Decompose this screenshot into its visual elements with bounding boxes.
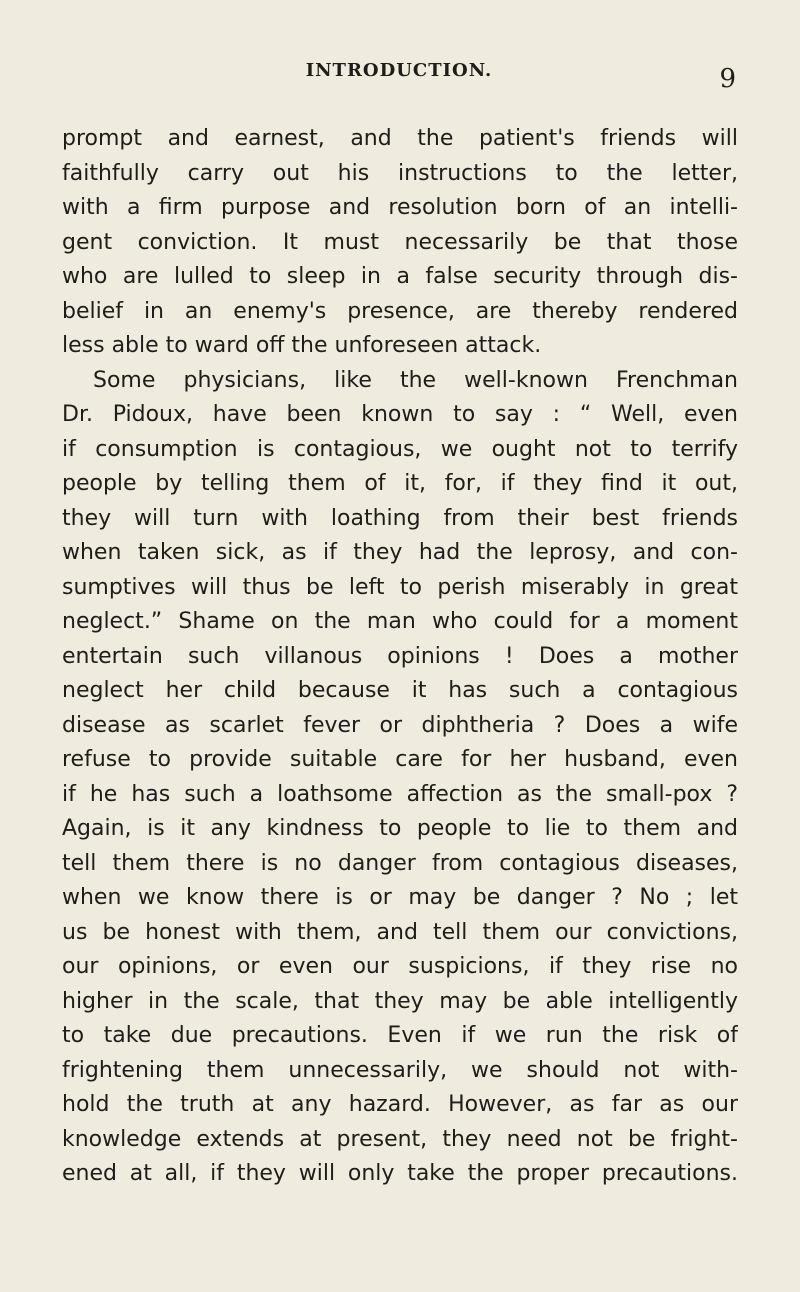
text-line: when taken sick, as if they had the leprosy, and con- [62, 540, 738, 565]
text-line: Dr. Pidoux, have been known to say : “ Well, even [62, 402, 738, 427]
text-line: entertain such villanous opinions ! Does a mother [62, 643, 738, 669]
page-number: 9 [719, 64, 736, 94]
text-line: disease as scarlet fever or diphtheria ? Does a wife [62, 712, 738, 738]
text-line: our opinions, or even our suspicions, if they rise no [62, 954, 738, 979]
text-line: us be honest with them, and tell them our convictions, [62, 919, 738, 945]
page-header [62, 60, 736, 100]
text-line: to take due precautions. Even if we run the risk of [62, 1023, 738, 1048]
text-line: neglect.” Shame on the man who could for a moment [62, 609, 738, 634]
text-line: less able to ward off the unforeseen attack. [62, 333, 542, 358]
text-line: sumptives will thus be left to perish miserably in great [62, 574, 738, 600]
text-line: ened at all, if they will only take the proper precautions. [62, 1161, 738, 1186]
text-line: with a firm purpose and resolution born of an intelli- [62, 195, 738, 220]
text-line: faithfully carry out his instructions to the letter, [62, 160, 738, 186]
text-line: Again, is it any kindness to people to lie to them and [62, 816, 738, 841]
text-line: prompt and earnest, and the patient's friends will [62, 126, 738, 151]
text-line: refuse to provide suitable care for her husband, even [62, 747, 738, 772]
text-line: knowledge extends at present, they need not be fright- [62, 1126, 738, 1152]
text-line: when we know there is or may be danger ? No ; let [62, 885, 738, 910]
text-line: higher in the scale, that they may be able intelligently [62, 988, 738, 1014]
text-line: if consumption is contagious, we ought not to terrify [62, 436, 738, 462]
text-line: neglect her child because it has such a contagious [62, 678, 738, 703]
text-line: Some physicians, like the well-known Frenchman [93, 367, 738, 393]
text-line: gent conviction. It must necessarily be that those [62, 229, 738, 255]
text-line: tell them there is no danger from contagious diseases, [62, 850, 738, 876]
running-head: INTRODUCTION. [305, 60, 493, 81]
text-line: frightening them unnecessarily, we should not with- [62, 1057, 738, 1083]
text-line: hold the truth at any hazard. However, as far as our [62, 1092, 738, 1117]
body-text [62, 122, 738, 1192]
text-line: belief in an enemy's presence, are thereby rendered [62, 298, 738, 324]
text-line: people by telling them of it, for, if they find it out, [62, 471, 738, 496]
text-line: if he has such a loathsome affection as the small-pox ? [62, 781, 738, 807]
text-line: they will turn with loathing from their best friends [62, 505, 738, 531]
text-line: who are lulled to sleep in a false security through dis- [62, 264, 738, 289]
